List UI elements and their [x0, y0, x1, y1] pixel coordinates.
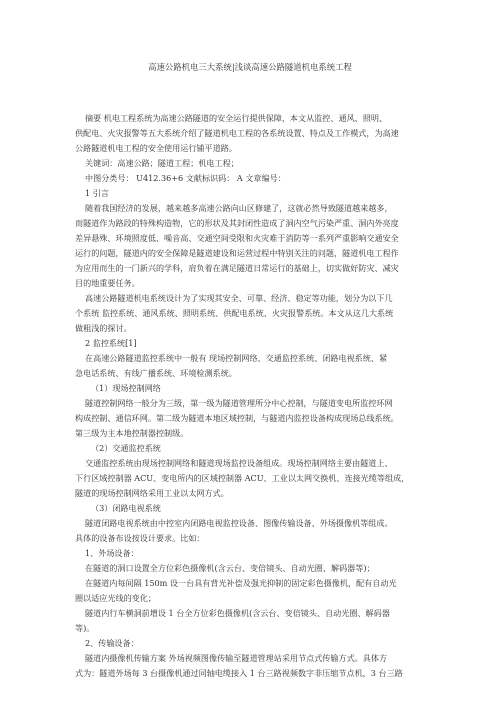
keywords-line: 关键词：高速公路；隧道工程；机电工程； — [85, 158, 239, 168]
abstract-line: 公路隧道机电工程的安全使用运行铺平道路。 — [75, 143, 237, 153]
body-line: 等)。 — [75, 623, 95, 633]
document-title: 高速公路机电三大系统|浅谈高速公路隧道机电系统工程 — [148, 62, 352, 72]
body-line: 急电话系统、有线广播系统、环境检测系统。 — [75, 368, 237, 378]
body-line: 为应用而生的一门新兴的学科，肩负着在满足隧道日常运行的基础上，切实做好防灾、减灾 — [75, 263, 399, 273]
body-line: 在高速公路隧道监控系统中一般有 现场控制网络、交通监控系统、闭路电视系统、紧 — [85, 353, 388, 363]
body-line: 隧道闭路电视系统由中控室内闭路电视监控设备、图像传输设备、外场摄像机等组成。 — [85, 518, 393, 528]
body-line: 隧道内行车横洞前增设 1 台全方位彩色摄像机(含云台、变倍镜头、自动光圈、解码器 — [85, 608, 390, 618]
classification-line: 中图分类号： U412.36+6 文献标识码： A 文章编号： — [85, 173, 286, 183]
section-heading: 2 监控系统[1] — [85, 338, 137, 348]
section-heading: 1 引言 — [85, 188, 109, 198]
body-line: 式为：隧道外场每 3 台摄像机通过同轴电缆接入 1 台三路视频数字非压缩节点机，3 台三路 — [75, 668, 403, 678]
abstract-line: 供配电、火灾报警等五大系统介绍了隧道机电工程的各系统设置、特点及工作模式，为高速 — [75, 128, 399, 138]
body-line: 目的地重要任务。 — [75, 278, 140, 288]
body-line: 在隧道的洞口设置全方位彩色摄像机(含云台、变倍镜头、自动光圈、解码器等)； — [85, 563, 375, 573]
body-line: 圈以适应光线的变化； — [75, 593, 156, 603]
body-line: 运行的问题，隧道内的安全保障是隧道建设和运营过程中特别关注的问题，隧道机电工程作 — [75, 248, 399, 258]
subsection-heading: （3）闭路电视系统 — [91, 503, 161, 513]
subsection-heading: （1）现场控制网络 — [91, 383, 161, 393]
body-line: 高速公路隧道机电系统设计为了实现其安全、可靠、经济、稳定等功能，划分为以下几 — [85, 293, 393, 303]
body-line: 具体的设备布设按设计要求。比如： — [75, 533, 205, 543]
body-line: 差异悬殊、环境照度低、噪音高、交通空间受限和火灾难于消防等一系列严重影响交通安全 — [75, 233, 399, 243]
body-line: 做粗浅的探讨。 — [75, 323, 132, 333]
body-line: 隧道的现场控制网络采用工业以太网方式。 — [75, 488, 229, 498]
body-line: 第三级为主本地控制器控制级。 — [75, 428, 189, 438]
subsection-heading: （2）交通监控系统 — [91, 443, 161, 453]
body-line: 随着我国经济的发展，越来越多高速公路向山区修建了，这就必然导致隧道越来越多， — [85, 203, 393, 213]
abstract-line: 摘要 机电工程系统为高速公路隧道的安全运行提供保障，本文从监控、通风、照明、 — [85, 113, 388, 123]
body-line: 个系统 监控系统、通风系统、照明系统、供配电系统、火灾报警系统。本文从这几大系统 — [75, 308, 394, 318]
body-line: 交通监控系统由现场控制网络和隧道现场监控设备组成。现场控制网络主要由隧道上、 — [85, 458, 393, 468]
list-heading: 2、传输设备： — [85, 638, 139, 648]
body-line: 在隧道内每间隔 150m 设一台具有背光补偿及强光抑制的固定彩色摄像机，配有自动光 — [85, 578, 397, 588]
body-line: 而隧道作为路段的特殊构造物，它的形状及其封闭性造成了洞内空气污染严重、洞内外亮度 — [75, 218, 399, 228]
body-line: 构成控制、通信环网。第二级为隧道本地区域控制，与隧道内监控设备构成现场总线系统。 — [75, 413, 399, 423]
body-line: 隧道控制网络一般分为三级，第一级为隧道管理所分中心控制，与隧道变电所监控环网 — [85, 398, 393, 408]
body-line: 隧道内摄像机传输方案 外场视频图像传输至隧道管理站采用节点式传输方式。具体方 — [85, 653, 388, 663]
list-heading: 1、外场设备： — [85, 548, 139, 558]
body-line: 下行区域控制器 ACU、变电所内的区域控制器 ACU、工业以太网交换机、连接光缆等组成， — [75, 473, 410, 483]
